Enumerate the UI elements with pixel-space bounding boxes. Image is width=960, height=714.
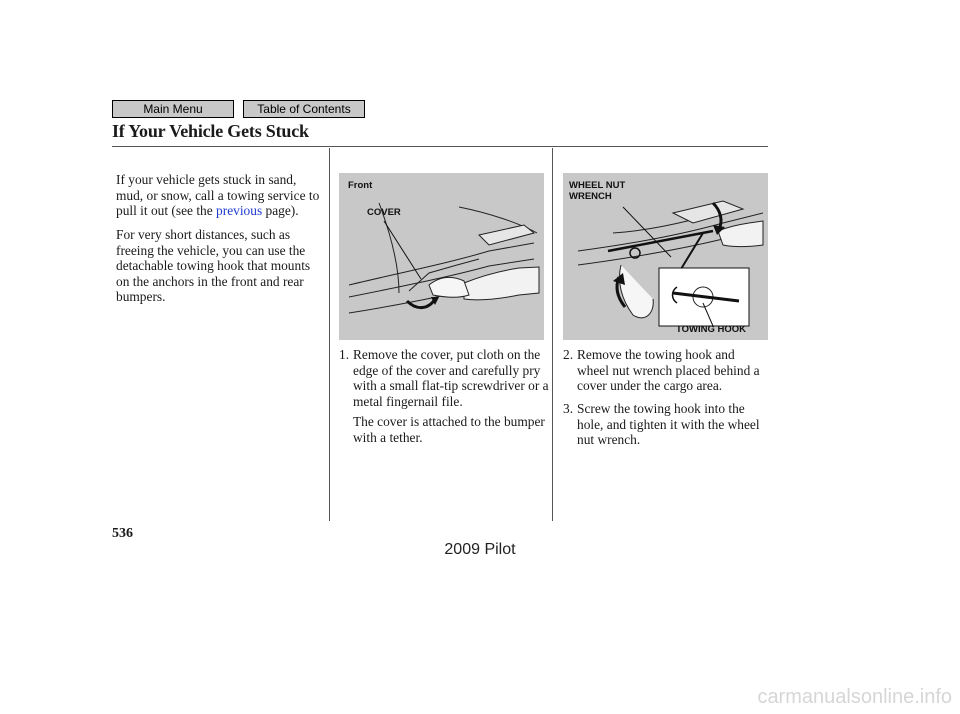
column-divider-left	[329, 148, 330, 521]
main-menu-button[interactable]: Main Menu	[112, 100, 234, 118]
wheel-nut-wrench-label-line2: WRENCH	[569, 191, 612, 202]
wheel-nut-wrench-label-line1: WHEEL NUT	[569, 180, 626, 191]
cover-removal-illustration	[339, 173, 544, 340]
step-2-text: Remove the towing hook and wheel nut wrench placed behind a cover under the cargo area.	[577, 347, 760, 393]
title-rule	[112, 146, 768, 147]
intro-paragraph-1	[116, 172, 326, 219]
intro-text-after: page).	[262, 203, 299, 218]
intro-paragraph-2: For very short distances, such as freeing the vehicle, you can use the detachable towing hook that mounts on the anchors in the front and rear bumpers.	[116, 227, 311, 304]
intro-text-before: If your vehicle gets stuck in sand, mud, or snow, call a towing service to pull it out (see the	[116, 172, 320, 218]
footer-model: 2009 Pilot	[444, 541, 516, 558]
table-of-contents-button[interactable]: Table of Contents	[243, 100, 365, 118]
step-1-text: Remove the cover, put cloth on the edge of the cover and carefully pry with a small flat-tip screwdriver or a metal fingernail file.	[353, 347, 549, 409]
towing-hook-label: TOWING HOOK	[676, 324, 747, 335]
cover-label: COVER	[367, 207, 401, 218]
step-3-number: 3.	[563, 401, 574, 416]
page-number: 536	[112, 526, 133, 541]
bumper-cover-drawing	[339, 173, 544, 340]
towing-hook-illustration	[563, 173, 768, 340]
previous-page-link[interactable]: previous	[216, 203, 263, 218]
front-label: Front	[348, 180, 373, 191]
step-1-note: The cover is attached to the bumper with a tether.	[353, 414, 545, 445]
watermark: carmanualsonline.info	[757, 686, 952, 708]
column-divider-right	[552, 148, 553, 521]
step-3-text: Screw the towing hook into the hole, and tighten it with the wheel nut wrench.	[577, 401, 760, 447]
step-2-number: 2.	[563, 347, 574, 362]
page-title: If Your Vehicle Gets Stuck	[112, 121, 309, 141]
step-1-number: 1.	[339, 347, 350, 362]
